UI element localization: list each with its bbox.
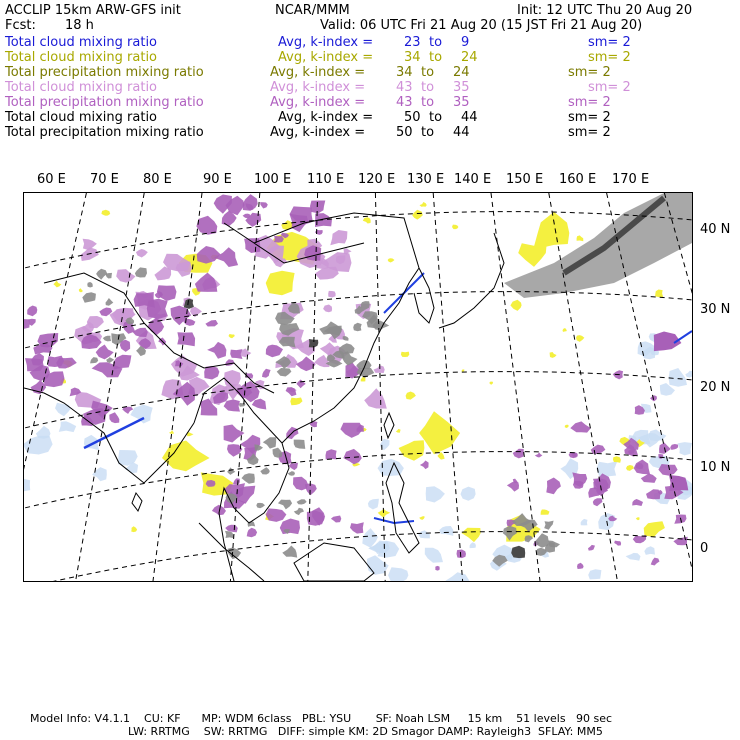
cloud-haze-patch — [626, 553, 641, 561]
high-cloud-patch-yellow — [510, 300, 521, 311]
fcst-value: 18 h — [65, 18, 94, 33]
model-info-line2: LW: RRTMG SW: RRTMG DIFF: simple KM: 2D Smagor DAMP: Rayleigh3 SFLAY: MM5 — [128, 725, 603, 738]
cloud-haze-patch — [55, 403, 71, 417]
cloud-haze-patch — [426, 486, 445, 502]
mid-cloud-patch-purple — [240, 435, 260, 455]
legend-k-start: 23 — [404, 35, 421, 50]
latitude-label: 0 — [700, 541, 709, 556]
deep-cloud-patch-gray — [256, 503, 265, 508]
mid-cloud-patch-purple — [225, 359, 234, 366]
mid-cloud-patch-purple — [658, 464, 677, 476]
init-time: Init: 12 UTC Thu 20 Aug 20 — [517, 3, 693, 18]
mid-cloud-patch-purple — [315, 267, 339, 280]
mid-cloud-patch-purple — [315, 230, 323, 235]
legend-field-name: Total precipitation mixing ratio — [5, 95, 204, 110]
legend-field-name: Total cloud mixing ratio — [5, 80, 158, 95]
deep-cloud-patch-gray — [90, 357, 98, 363]
mid-cloud-patch-purple — [262, 369, 271, 378]
deep-cloud-patch-gray — [239, 403, 246, 407]
cloud-haze-patch — [368, 499, 379, 510]
map-canvas — [24, 193, 692, 581]
mid-cloud-patch-purple — [330, 230, 347, 245]
legend-to: to — [421, 65, 435, 80]
high-cloud-patch-yellow — [644, 521, 665, 537]
legend-k-start: 34 — [404, 50, 421, 65]
mid-cloud-patch-purple — [109, 412, 119, 423]
longitude-label: 150 E — [506, 172, 544, 187]
cloud-haze-patch — [446, 572, 470, 581]
deep-cloud-patch-gray — [282, 546, 297, 558]
legend-k-start: 43 — [396, 80, 413, 95]
map-panel — [23, 192, 693, 582]
cloud-haze-patch — [418, 530, 430, 538]
legend-avg-label: Avg, k-index = — [270, 65, 366, 80]
high-cloud-patch-yellow — [533, 212, 569, 250]
mid-cloud-patch-purple — [296, 380, 305, 389]
high-cloud-patch-yellow — [396, 429, 401, 433]
coastline — [384, 413, 394, 438]
cloud-haze-patch — [24, 436, 53, 455]
cloud-haze-patch — [588, 569, 601, 579]
legend-to: to — [429, 35, 443, 50]
high-cloud-patch-yellow — [266, 271, 295, 296]
mid-cloud-patch-purple — [197, 246, 221, 264]
mid-cloud-patch-purple — [513, 449, 524, 459]
high-cloud-patch-yellow — [626, 465, 634, 471]
mid-cloud-patch-purple — [670, 444, 678, 450]
valid-time: Valid: 06 UTC Fri 21 Aug 20 (15 JST Fri 21 Aug 20) — [320, 18, 643, 33]
deep-cloud-patch-gray — [278, 500, 292, 510]
mid-cloud-patch-purple — [293, 477, 308, 491]
legend-to: to — [421, 95, 435, 110]
deep-cloud-patch-gray — [353, 323, 362, 332]
legend-smoothing: sm= 2 — [588, 80, 631, 95]
longitude-line — [433, 193, 462, 581]
longitude-label: 70 E — [90, 172, 119, 187]
deep-cloud-patch-gray — [254, 444, 263, 450]
cloud-haze-patch — [644, 546, 655, 555]
mid-cloud-patch-purple — [247, 528, 257, 538]
high-cloud-patch-yellow — [489, 382, 493, 385]
mid-cloud-patch-purple — [280, 519, 300, 535]
high-cloud-patch-yellow — [412, 210, 423, 220]
high-cloud-patch-yellow — [462, 369, 465, 371]
coastline — [294, 543, 374, 581]
deep-cloud-patch-gray — [297, 499, 307, 504]
mid-cloud-patch-purple — [120, 340, 130, 352]
legend-smoothing: sm= 2 — [568, 65, 611, 80]
high-cloud-patch-yellow — [419, 411, 460, 454]
high-cloud-patch-yellow — [565, 425, 569, 428]
legend-avg-label: Avg, k-index = — [278, 50, 374, 65]
legend-k-end: 9 — [461, 35, 470, 50]
mid-cloud-patch-purple — [546, 478, 561, 495]
mid-cloud-patch-purple — [632, 499, 643, 506]
cloud-haze-patch — [597, 461, 618, 476]
mid-cloud-patch-purple — [233, 478, 240, 485]
high-cloud-patch-yellow — [401, 352, 409, 357]
coastline — [414, 268, 434, 323]
legend-k-end: 35 — [453, 95, 470, 110]
deep-cloud-patch-gray — [96, 269, 107, 280]
deep-cloud-patch-gray — [106, 357, 114, 363]
deep-cloud-patch-gray — [343, 336, 349, 341]
mid-cloud-patch-purple — [593, 498, 603, 506]
deep-cloud-patch-gray — [227, 467, 235, 475]
latitude-label: 30 N — [700, 302, 731, 317]
high-cloud-patch-yellow — [419, 516, 424, 520]
mid-cloud-patch-purple — [56, 358, 77, 369]
latitude-label: 40 N — [700, 222, 731, 237]
mid-cloud-patch-purple — [224, 399, 240, 411]
mid-cloud-patch-purple — [260, 202, 268, 208]
legend-field-name: Total cloud mixing ratio — [5, 50, 158, 65]
longitude-label: 170 E — [612, 172, 650, 187]
mid-cloud-patch-purple — [669, 475, 688, 491]
high-cloud-patch-yellow — [101, 210, 110, 216]
legend-avg-label: Avg, k-index = — [278, 35, 374, 50]
mid-cloud-patch-purple — [190, 307, 202, 317]
mid-cloud-patch-purple — [27, 306, 37, 317]
deep-cloud-patch-gray — [339, 343, 355, 353]
mid-cloud-patch-purple — [350, 522, 364, 533]
deep-cloud-patch-gray — [277, 368, 292, 377]
cloud-haze-patch — [24, 479, 30, 491]
high-cloud-patch-yellow — [406, 392, 416, 400]
mid-cloud-patch-purple — [641, 474, 657, 483]
mid-cloud-patch-purple — [573, 481, 584, 489]
legend-to: to — [429, 50, 443, 65]
legend-field-name: Total precipitation mixing ratio — [5, 125, 204, 140]
mid-cloud-patch-purple — [266, 508, 287, 522]
deep-cloud-patch-gray — [106, 298, 114, 306]
high-cloud-patch-yellow — [290, 398, 302, 406]
deep-cloud-patch-gray — [242, 473, 255, 483]
mid-cloud-patch-purple — [96, 345, 114, 360]
mid-cloud-patch-purple — [286, 387, 297, 396]
legend-avg-label: Avg, k-index = — [270, 125, 366, 140]
mid-cloud-patch-purple — [243, 194, 258, 211]
legend-k-end: 44 — [461, 110, 478, 125]
mid-cloud-patch-purple — [177, 332, 195, 346]
deep-cloud-core — [511, 546, 525, 558]
high-cloud-patch-yellow — [53, 281, 61, 288]
cloud-haze-patch — [439, 526, 453, 536]
mid-cloud-patch-purple — [343, 449, 361, 465]
deep-cloud-patch-gray — [273, 448, 283, 458]
legend-k-end: 44 — [453, 125, 470, 140]
cloud-haze-patch — [378, 459, 404, 476]
legend-k-end: 35 — [453, 80, 470, 95]
deep-cloud-patch-gray — [135, 267, 147, 277]
mid-cloud-patch-purple — [535, 452, 543, 457]
cloud-haze-patch — [388, 567, 408, 581]
mid-cloud-patch-purple — [591, 445, 606, 454]
longitude-label: 130 E — [407, 172, 445, 187]
model-info-line1: Model Info: V4.1.1 CU: KF MP: WDM 6class PBL: YSU SF: Noah LSM 15 km 51 levels 90 sec — [30, 712, 613, 725]
latitude-label: 20 N — [700, 380, 731, 395]
coastline — [386, 463, 419, 553]
mid-cloud-patch-purple — [230, 349, 242, 359]
longitude-label: 110 E — [307, 172, 345, 187]
legend-avg-label: Avg, k-index = — [270, 95, 366, 110]
high-cloud-patch-yellow — [541, 510, 550, 515]
cloud-haze-patch — [130, 405, 152, 424]
mid-cloud-patch-purple — [577, 563, 584, 569]
high-cloud-patch-yellow — [518, 243, 547, 267]
longitude-label: 60 E — [37, 172, 66, 187]
legend-to: to — [429, 110, 443, 125]
high-cloud-patch-yellow — [79, 288, 83, 292]
mid-cloud-patch-purple — [507, 481, 519, 492]
deep-cloud-patch-gray — [260, 467, 270, 474]
cloud-haze-patch — [581, 519, 588, 526]
legend-avg-label: Avg, k-index = — [278, 110, 374, 125]
deep-cloud-patch-gray — [544, 521, 553, 530]
mid-cloud-patch-purple — [116, 269, 135, 283]
mid-cloud-patch-purple — [435, 566, 439, 571]
mid-cloud-patch-purple — [326, 449, 337, 459]
legend-to: to — [421, 125, 435, 140]
cloud-haze-patch — [425, 548, 443, 563]
legend-k-end: 24 — [461, 50, 478, 65]
mid-cloud-patch-purple — [614, 541, 621, 546]
deep-cloud-patch-gray — [294, 508, 304, 515]
mid-cloud-patch-purple — [570, 421, 591, 432]
high-cloud-patch-yellow — [550, 352, 557, 358]
legend-field-name: Total precipitation mixing ratio — [5, 65, 204, 80]
high-cloud-patch-yellow — [420, 202, 427, 207]
deep-cloud-patch-gray — [263, 437, 276, 448]
legend-to: to — [421, 80, 435, 95]
longitude-label: 100 E — [254, 172, 292, 187]
mid-cloud-patch-purple — [364, 388, 387, 408]
high-cloud-patch-yellow — [577, 235, 584, 241]
mid-cloud-patch-purple — [136, 249, 148, 258]
mid-cloud-patch-purple — [87, 316, 104, 328]
longitude-label: 160 E — [559, 172, 597, 187]
high-cloud-patch-yellow — [563, 328, 567, 332]
center-label: NCAR/MMM — [275, 3, 350, 18]
high-cloud-patch-yellow — [576, 335, 584, 342]
deep-cloud-patch-gray — [87, 282, 92, 288]
legend-field-name: Total cloud mixing ratio — [5, 110, 158, 125]
deep-cloud-patch-gray — [294, 440, 306, 449]
high-cloud-patch-yellow — [169, 430, 174, 434]
deep-cloud-patch-gray — [82, 292, 96, 303]
mid-cloud-patch-purple — [420, 461, 429, 470]
deep-cloud-patch-gray — [288, 471, 295, 476]
mid-cloud-patch-purple — [323, 305, 332, 313]
coastline — [132, 493, 142, 511]
high-cloud-patch-yellow — [613, 456, 621, 463]
cloud-haze-patch — [470, 542, 476, 548]
mid-cloud-patch-purple — [328, 291, 335, 298]
legend-smoothing: sm= 2 — [568, 95, 611, 110]
high-cloud-patch-yellow — [378, 509, 391, 518]
legend-smoothing: sm= 2 — [568, 125, 611, 140]
mid-cloud-patch-purple — [374, 365, 385, 373]
deep-cloud-patch-gray — [103, 336, 111, 342]
mid-cloud-patch-purple — [588, 545, 595, 551]
cloud-haze-patch — [669, 368, 687, 387]
mid-cloud-patch-purple — [207, 342, 226, 359]
cloud-haze-patch — [92, 467, 107, 481]
legend-k-end: 24 — [453, 65, 470, 80]
high-cloud-patch-yellow — [655, 290, 663, 298]
mid-cloud-patch-purple — [205, 320, 218, 327]
longitude-label: 120 E — [358, 172, 396, 187]
high-cloud-patch-yellow — [229, 334, 235, 338]
coastline — [439, 233, 504, 328]
fcst-label: Fcst: — [5, 18, 36, 33]
mid-cloud-patch-purple — [646, 489, 660, 499]
cloud-haze-patch — [36, 426, 51, 439]
legend-k-start: 34 — [396, 65, 413, 80]
legend-smoothing: sm= 2 — [568, 110, 611, 125]
cloud-haze-patch — [685, 371, 692, 378]
longitude-label: 90 E — [203, 172, 232, 187]
legend-k-start: 50 — [404, 110, 421, 125]
mid-cloud-patch-purple — [305, 483, 317, 495]
mid-cloud-patch-purple — [289, 463, 299, 470]
mid-cloud-patch-purple — [183, 318, 195, 326]
plot-title: ACCLIP 15km ARW-GFS init — [5, 3, 181, 18]
legend-smoothing: sm= 2 — [588, 50, 631, 65]
high-cloud-patch-yellow — [388, 258, 395, 262]
mid-cloud-patch-purple — [195, 273, 217, 292]
high-cloud-patch-yellow — [452, 225, 458, 230]
high-cloud-patch-yellow — [363, 217, 371, 223]
mid-cloud-patch-purple — [133, 328, 148, 337]
longitude-line — [375, 193, 385, 581]
mid-cloud-patch-purple — [266, 345, 283, 358]
mid-cloud-patch-purple — [651, 558, 660, 566]
high-cloud-patch-yellow — [462, 528, 481, 542]
mid-cloud-patch-purple — [83, 239, 97, 251]
cloud-haze-patch — [59, 421, 76, 432]
legend-field-name: Total cloud mixing ratio — [5, 35, 158, 50]
high-cloud-patch-yellow — [636, 517, 640, 520]
cloud-haze-patch — [461, 487, 476, 501]
cloud-haze-patch — [678, 442, 692, 455]
longitude-label: 80 E — [143, 172, 172, 187]
mid-cloud-patch-purple — [331, 516, 341, 523]
latitude-label: 10 N — [700, 460, 731, 475]
longitude-label: 140 E — [454, 172, 492, 187]
mid-cloud-patch-purple — [252, 399, 266, 410]
legend-k-start: 50 — [396, 125, 413, 140]
deep-cloud-patch-gray — [225, 531, 234, 538]
legend-k-start: 43 — [396, 95, 413, 110]
legend-avg-label: Avg, k-index = — [270, 80, 366, 95]
high-cloud-patch-yellow — [399, 440, 425, 461]
high-cloud-patch-yellow — [131, 526, 137, 532]
legend-smoothing: sm= 2 — [588, 35, 631, 50]
